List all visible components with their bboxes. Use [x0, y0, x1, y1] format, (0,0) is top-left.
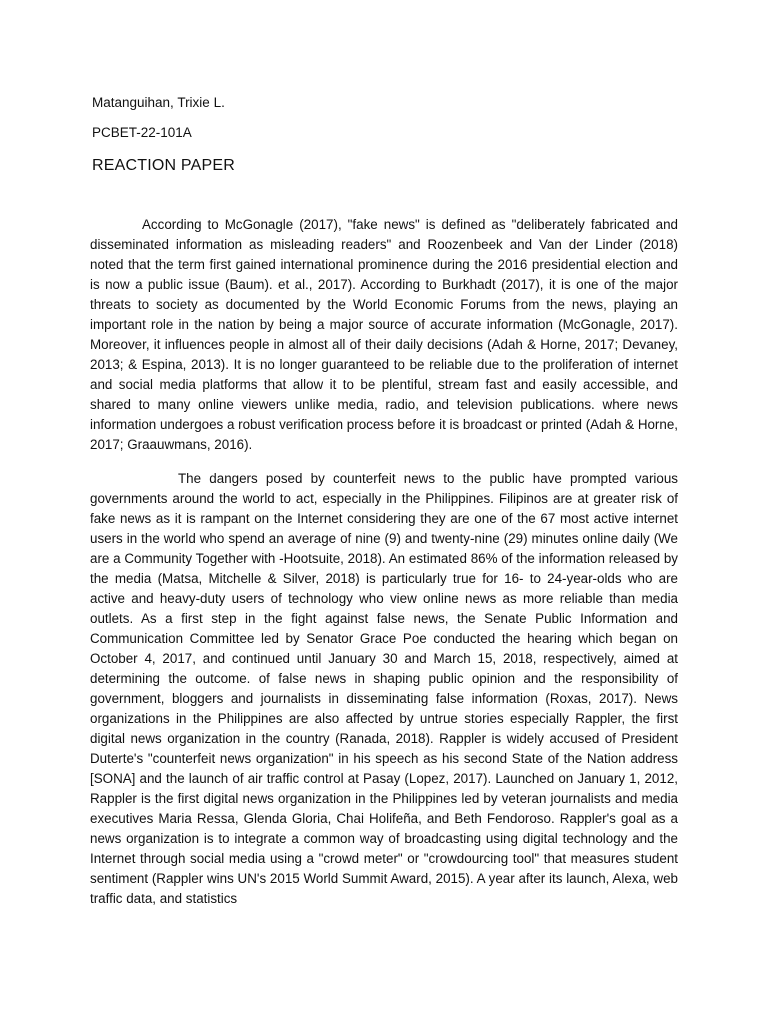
paragraph-1: According to McGonagle (2017), "fake news" is defined as "deliberately fabricated and disseminated information as misleading readers" and Roozenbeek and Van der Linder (2018) noted that the term first gained international prominence during the 2016 presidential election and is now a public issue (Baum). et al., 2017). According to Burkhadt (2017), it is one of the major threats to society as documented by the World Economic Forums from the news, playing an important role in the nation by being a major source of accurate information (McGonagle, 2017). Moreover, it influences people in almost all of their daily decisions (Adah & Horne, 2017; Devaney, 2013; & Espina, 2013). It is no longer guaranteed to be reliable due to the proliferation of internet and social media platforms that allow it to be plentiful, stream fast and easily accessible, and shared to many online viewers unlike media, radio, and television publications. where news information undergoes a robust verification process before it is broadcast or printed (Adah & Horne, 2017; Graauwmans, 2016). [90, 217, 679, 452]
author-name: Matanguihan, Trixie L. [92, 95, 225, 110]
page-title: REACTION PAPER [92, 157, 235, 174]
section-code: PCBET-22-101A [92, 125, 192, 140]
paragraph-2: The dangers posed by counterfeit news to the public have prompted various governments around the world to act, especially in the Philippines. Filipinos are at greater risk of fake news as it is rampant on the Internet considering they are one of the 67 most active internet users in the world who spend an average of nine (9) and twenty-nine (29) minutes online daily (We are a Community Together with -Hootsuite, 2018). An estimated 86% of the information released by the media (Matsa, Mitchelle & Silver, 2018) is particularly true for 16- to 24-year-olds who are active and heavy-duty users of technology who view online news as more reliable than media outlets. As a first step in the fight against false news, the Senate Public Information and Communication Committee led by Senator Grace Poe conducted the hearing which began on October 4, 2017, and continued until January 30 and March 15, 2018, respectively, aimed at determining the outcome. of false news in shaping public opinion and the responsibility of government, bloggers and journalists in disseminating false information (Roxas, 2017). News organizations in the Philippines are also affected by untrue stories especially Rappler, the first digital news organization in the country (Ranada, 2018). Rappler is widely accused of President Duterte's "counterfeit news organization" in his speech as his second State of the Nation address [SONA] and the launch of air traffic control at Pasay (Lopez, 2017). Launched on January 1, 2012, Rappler is the first digital news organization in the Philippines led by veteran journalists and media executives Maria Ressa, Glenda Gloria, Chai Holifeña, and Beth Fendoroso. Rappler's goal as a news organization is to integrate a common way of broadcasting using digital technology and the Internet through social media using a "crowd meter" or "crowdourcing tool" that measures student sentiment (Rappler wins UN's 2015 World Summit Award, 2015). A year after its launch, Alexa, web traffic data, and statistics [90, 471, 678, 906]
